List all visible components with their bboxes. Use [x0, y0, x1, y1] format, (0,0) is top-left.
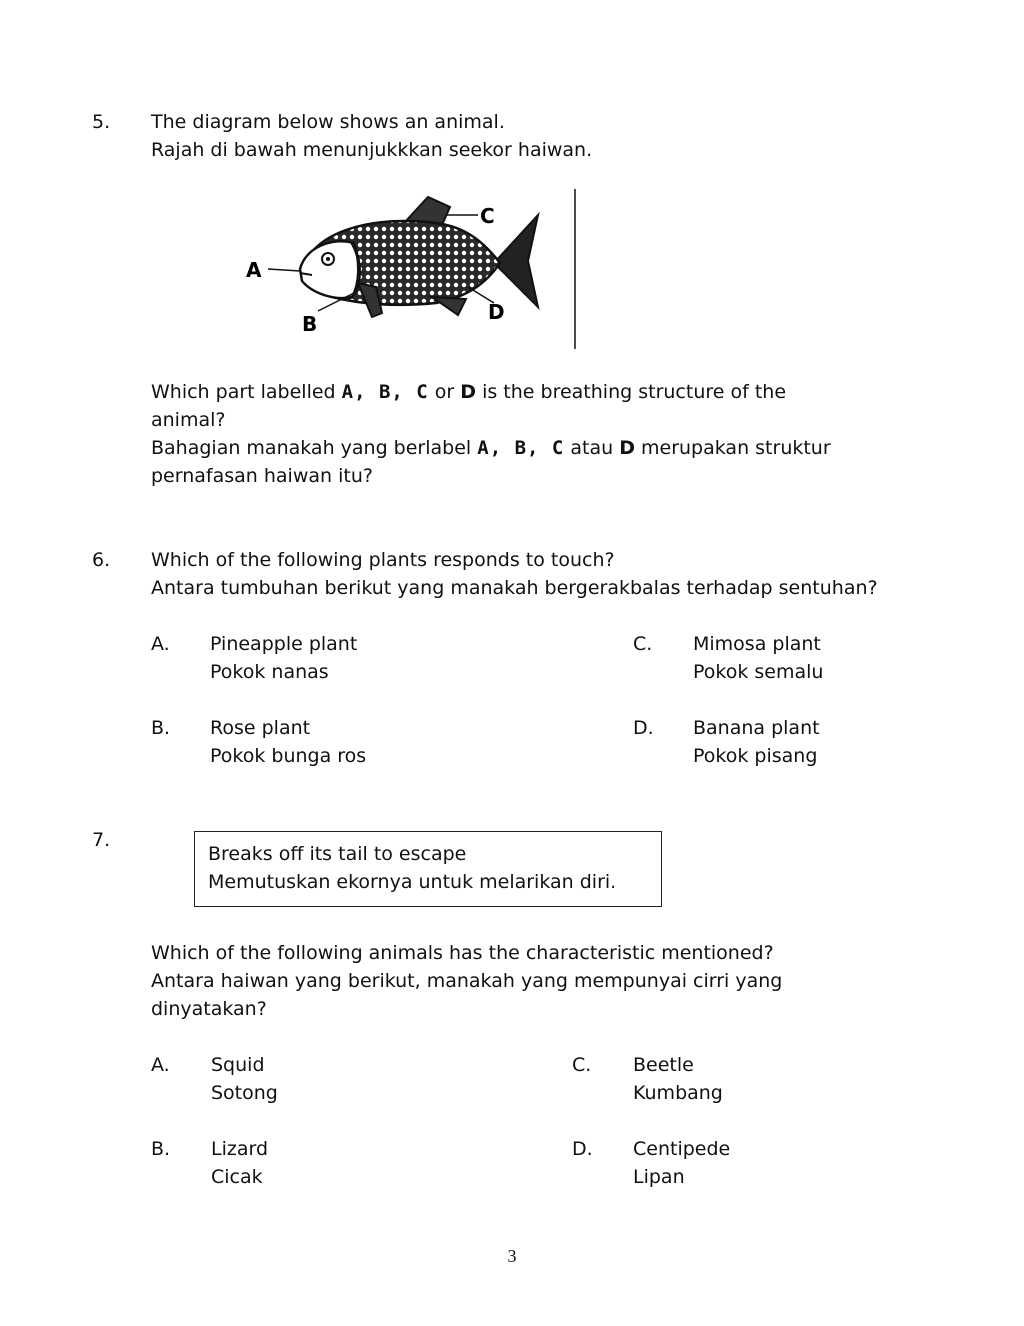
- q6-option-d-en: Banana plant: [693, 717, 820, 739]
- q6-option-a-en: Pineapple plant: [210, 633, 358, 655]
- question-5-prompt-en-line-2: animal?: [151, 409, 226, 431]
- question-5-number: 5.: [92, 111, 111, 133]
- question-6-prompt-ms: Antara tumbuhan berikut yang manakah bergerakbalas terhadap sentuhan?: [151, 577, 878, 599]
- question-7-prompt-en: Which of the following animals has the characteristic mentioned?: [151, 942, 774, 964]
- q6-option-b-letter: B.: [151, 717, 171, 739]
- question-5-prompt-ms-line-1: Bahagian manakah yang berlabel A, B, C atau D merupakan struktur: [151, 437, 831, 459]
- q6-option-c-ms: Pokok semalu: [693, 661, 824, 683]
- fish-label-b: B: [302, 312, 318, 336]
- question-6-number: 6.: [92, 549, 111, 571]
- q7-option-a-letter: A.: [151, 1054, 170, 1076]
- q6-option-a-ms: Pokok nanas: [210, 661, 329, 683]
- q6-option-b-ms: Pokok bunga ros: [210, 745, 367, 767]
- question-5-prompt-ms-line-2: pernafasan haiwan itu?: [151, 465, 373, 487]
- question-6-prompt-en: Which of the following plants responds to touch?: [151, 549, 615, 571]
- q7-option-c-en: Beetle: [633, 1054, 694, 1076]
- q7-option-d-ms: Lipan: [633, 1166, 685, 1188]
- q6-option-c-letter: C.: [633, 633, 653, 655]
- q6-option-d-letter: D.: [633, 717, 654, 739]
- q6-option-c-en: Mimosa plant: [693, 633, 821, 655]
- q7-option-d-letter: D.: [572, 1138, 593, 1160]
- fish-icon: [300, 197, 538, 317]
- q6-option-d-ms: Pokok pisang: [693, 745, 818, 767]
- fish-label-c: C: [480, 204, 495, 228]
- q6-option-a-letter: A.: [151, 633, 170, 655]
- page-number: 3: [507, 1246, 517, 1266]
- question-5-intro-en: The diagram below shows an animal.: [151, 111, 505, 133]
- question-7-prompt-ms-line-1: Antara haiwan yang berikut, manakah yang mempunyai cirri yang: [151, 970, 783, 992]
- q7-option-b-en: Lizard: [211, 1138, 269, 1160]
- q7-option-d-en: Centipede: [633, 1138, 731, 1160]
- q6-option-b-en: Rose plant: [210, 717, 311, 739]
- fish-diagram: [236, 185, 586, 355]
- q7-option-b-ms: Cicak: [211, 1166, 263, 1188]
- question-5-prompt-en-line-1: Which part labelled A, B, C or D is the breathing structure of the: [151, 381, 787, 403]
- question-5-intro-ms: Rajah di bawah menunjukkkan seekor haiwan.: [151, 139, 593, 161]
- q7-option-a-ms: Sotong: [211, 1082, 278, 1104]
- q7-option-c-ms: Kumbang: [633, 1082, 723, 1104]
- fish-label-d: D: [488, 300, 505, 324]
- question-7-number: 7.: [92, 829, 111, 851]
- fish-label-a: A: [246, 258, 262, 282]
- q7-option-c-letter: C.: [572, 1054, 592, 1076]
- characteristic-en: Breaks off its tail to escape: [208, 843, 467, 865]
- question-7-prompt-ms-line-2: dinyatakan?: [151, 998, 267, 1020]
- q7-option-a-en: Squid: [211, 1054, 265, 1076]
- characteristic-ms: Memutuskan ekornya untuk melarikan diri.: [208, 871, 617, 893]
- q7-option-b-letter: B.: [151, 1138, 171, 1160]
